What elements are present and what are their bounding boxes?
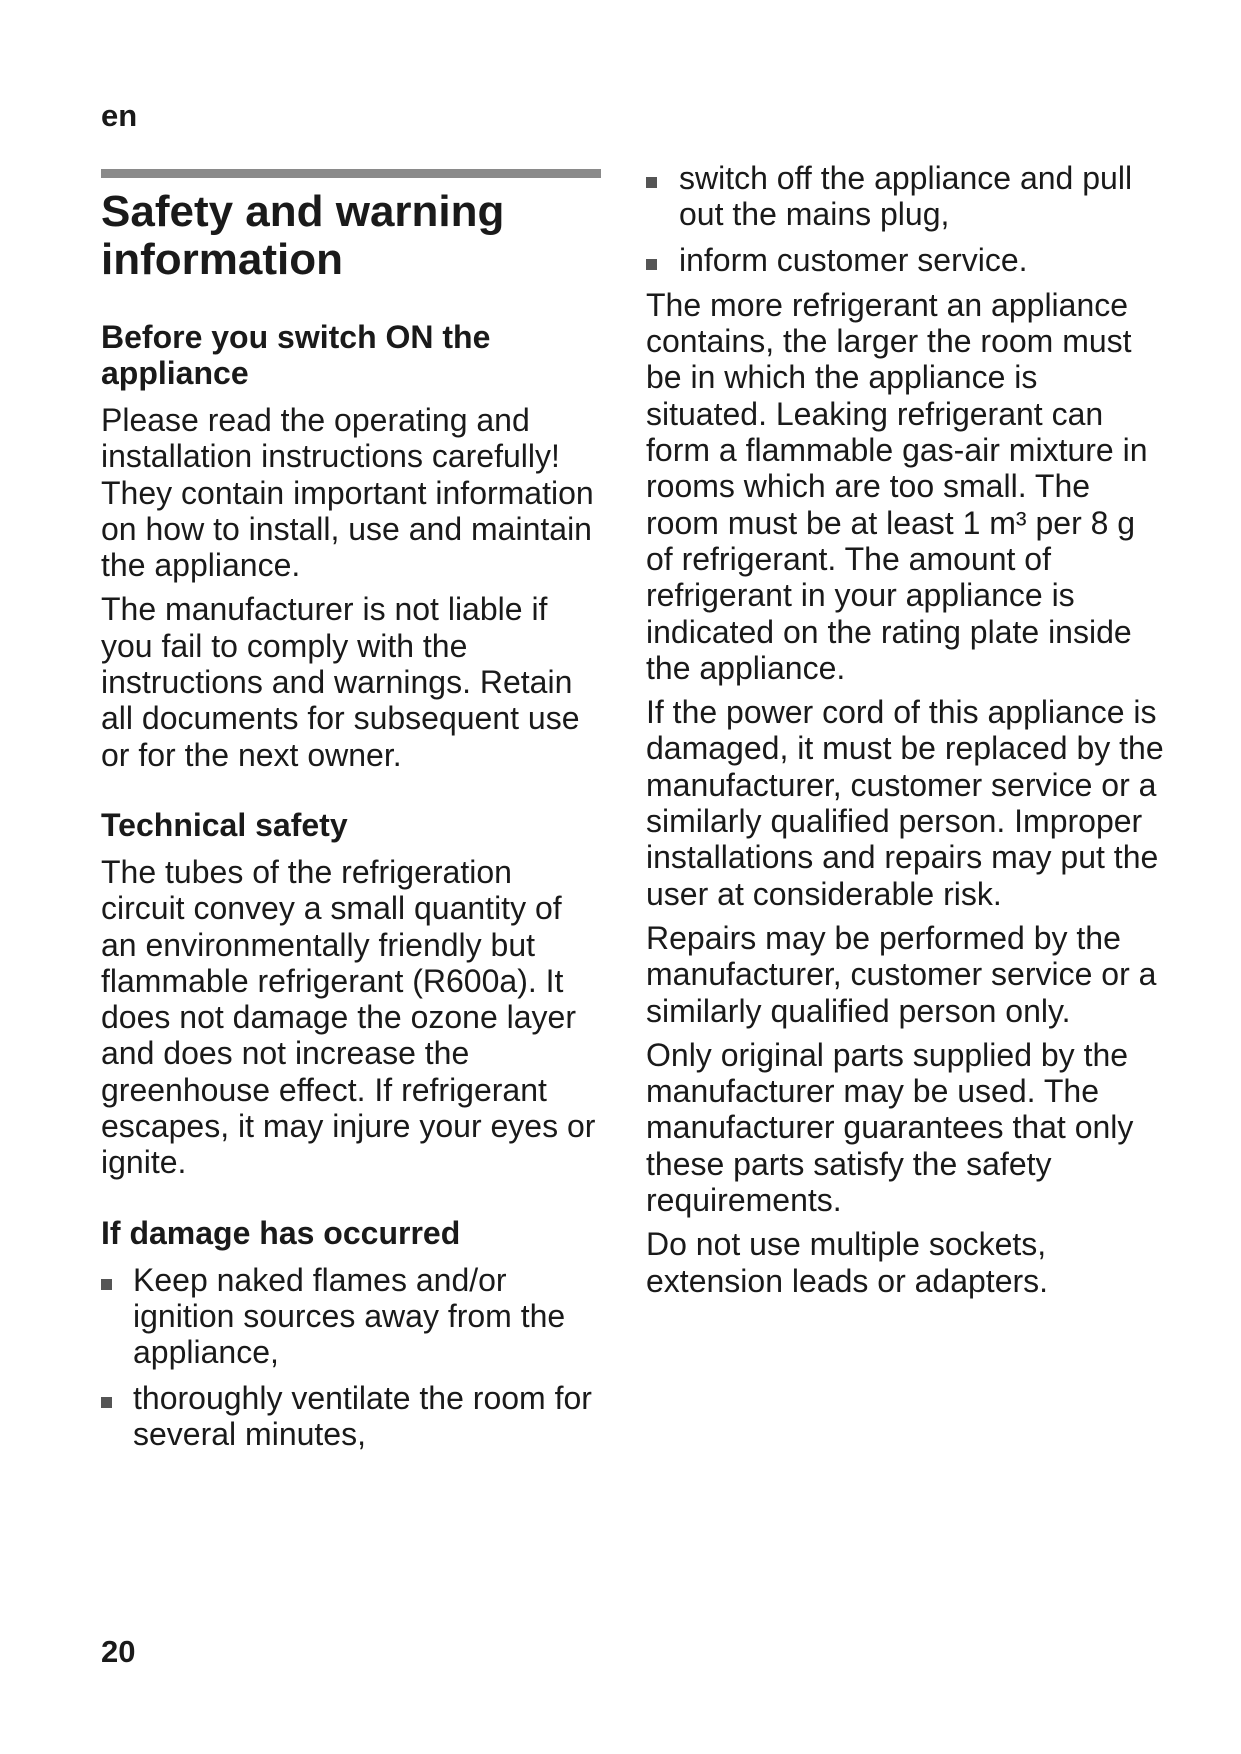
paragraph: Do not use multiple sockets, extension leads or adapters.: [646, 1226, 1049, 1299]
paragraph: The tubes of the refrigeration circuit convey a small quantity of an environmentally friendly but flammable refrigerant (R600a). It does not damage the ozone layer and does not increase the greenhouse effect. If refrigerant escapes, it may injure your eyes or ignite.: [101, 853, 596, 1181]
right-column: [646, 160, 1166, 1299]
paragraph: Repairs may be performed by the manufacturer, customer service or a similarly qualified person only.: [646, 919, 1157, 1029]
page-number: 20: [101, 1634, 136, 1669]
heading-rule: [101, 169, 601, 178]
bullet-square-icon: [646, 259, 657, 270]
list-item: [646, 160, 1166, 233]
language-code: en: [101, 98, 138, 133]
bullet-square-icon: [646, 177, 657, 188]
left-column: [101, 319, 601, 1461]
list-item: [101, 1380, 601, 1453]
list-item-text: switch off the appliance and pull out the mains plug,: [679, 160, 1133, 233]
page-title: Safety and warning information: [101, 187, 505, 284]
list-item-text: inform customer service.: [679, 241, 1028, 278]
damage-list: [101, 1262, 601, 1452]
paragraph: If the power cord of this appliance is damaged, it must be replaced by the manufacturer, customer service or a similarly qualified person. Improper installations and repairs may put the user at considerable risk.: [646, 694, 1164, 912]
section-heading-damage: If damage has occurred: [101, 1214, 461, 1251]
bullet-square-icon: [101, 1279, 112, 1290]
section-heading-before: Before you switch ON the appliance: [101, 319, 491, 391]
list-item: [101, 1262, 601, 1371]
damage-list-continued: [646, 160, 1166, 278]
list-item-text: Keep naked flames and/or ignition sources away from the appliance,: [133, 1261, 566, 1371]
bullet-square-icon: [101, 1397, 112, 1408]
paragraph: The more refrigerant an appliance contains, the larger the room must be in which the appliance is situated. Leaking refrigerant can form a flammable gas-air mixture in rooms which are too small. The room must be at least 1 m³ per 8 g of refrigerant. The amount of refrigerant in your appliance is indicated on the rating plate inside the appliance.: [646, 286, 1148, 686]
paragraph: Only original parts supplied by the manufacturer may be used. The manufacturer guarantees that only these parts satisfy the safety requirements.: [646, 1036, 1134, 1219]
list-item: [646, 242, 1166, 278]
list-item-text: thoroughly ventilate the room for several minutes,: [133, 1379, 592, 1452]
paragraph: Please read the operating and installation instructions carefully! They contain important information on how to install, use and maintain the appliance.: [101, 402, 594, 584]
section-heading-technical: Technical safety: [101, 806, 348, 843]
paragraph: The manufacturer is not liable if you fail to comply with the instructions and warnings. Retain all documents for subsequent use or for the next owner.: [101, 591, 580, 773]
